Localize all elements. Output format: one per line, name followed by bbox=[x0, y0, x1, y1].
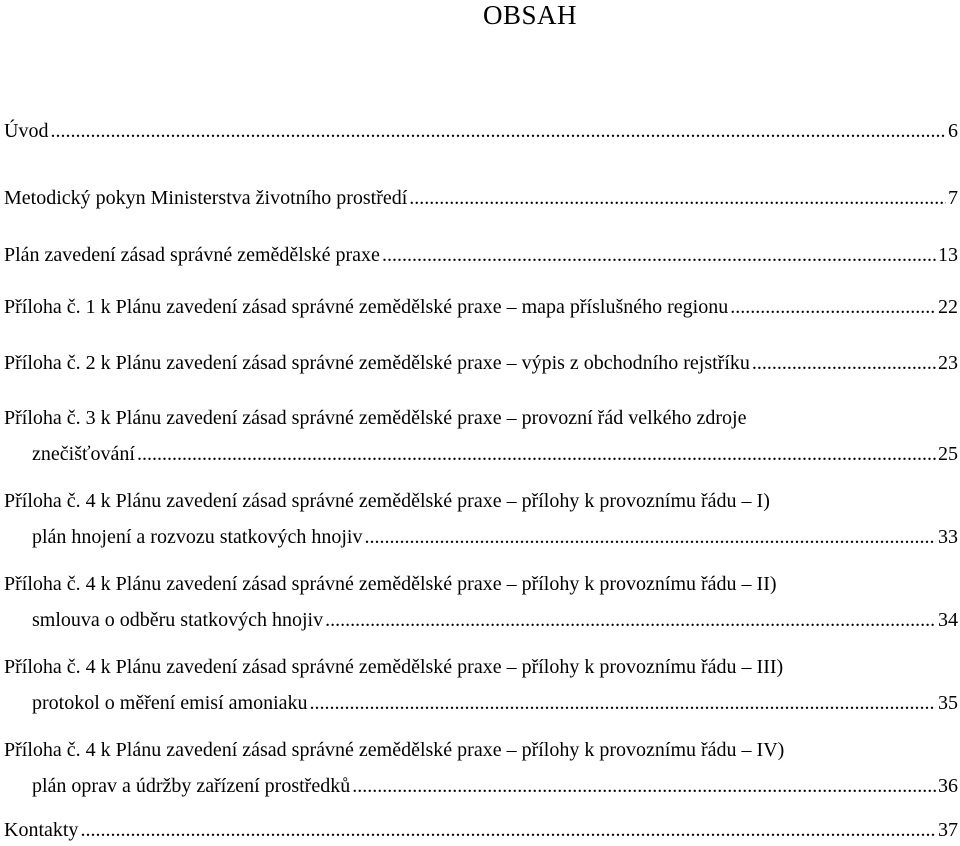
page-title: OBSAH bbox=[482, 0, 578, 30]
toc-entry-title: Metodický pokyn Ministerstva životního prostředí bbox=[4, 187, 408, 209]
toc-entry-title-line1: Příloha č. 3 k Plánu zavedení zásad správné zemědělské praxe – provozní řád velkého zdroje bbox=[4, 407, 747, 429]
toc-entry-priloha-1[interactable] bbox=[4, 296, 958, 318]
dot-leader bbox=[325, 609, 936, 631]
toc-entry-title-line2: plán oprav a údržby zařízení prostředků bbox=[32, 775, 351, 797]
toc-entry-title-line1: Příloha č. 4 k Plánu zavedení zásad správné zemědělské praxe – přílohy k provoznímu řádu – I) bbox=[4, 490, 770, 512]
toc-entry-title-line1: Příloha č. 4 k Plánu zavedení zásad správné zemědělské praxe – přílohy k provoznímu řádu – III) bbox=[4, 656, 784, 678]
toc-entry-priloha-2[interactable] bbox=[4, 352, 958, 374]
toc-entry-title-line2: smlouva o odběru statkových hnojiv bbox=[32, 609, 324, 631]
dot-leader bbox=[752, 352, 936, 374]
dot-leader bbox=[382, 244, 936, 266]
toc-entry-kontakty[interactable] bbox=[4, 819, 958, 841]
dot-leader bbox=[80, 819, 936, 841]
dot-leader bbox=[409, 187, 946, 209]
toc-entry-metodicky-pokyn[interactable] bbox=[4, 187, 958, 209]
toc-entry-plan[interactable] bbox=[4, 244, 958, 266]
toc-entry-title-line2: znečišťování bbox=[32, 443, 135, 465]
toc-entry-title-line1: Příloha č. 4 k Plánu zavedení zásad správné zemědělské praxe – přílohy k provoznímu řádu – IV) bbox=[4, 739, 785, 761]
toc-page-number: 23 bbox=[938, 352, 958, 374]
dot-leader bbox=[310, 692, 937, 714]
toc-entry-title: Příloha č. 1 k Plánu zavedení zásad správné zemědělské praxe – mapa příslušného regionu bbox=[4, 296, 729, 318]
toc-entry-title-line1: Příloha č. 4 k Plánu zavedení zásad správné zemědělské praxe – přílohy k provoznímu řádu – II) bbox=[4, 573, 777, 595]
toc-entry-title: Plán zavedení zásad správné zemědělské praxe bbox=[4, 244, 380, 266]
dot-leader bbox=[730, 296, 936, 318]
toc-page-number: 13 bbox=[938, 244, 958, 266]
toc-page-number: 37 bbox=[938, 819, 958, 841]
toc-page-number: 22 bbox=[938, 296, 958, 318]
toc-entry-priloha-4-iv[interactable] bbox=[4, 739, 958, 797]
toc-entry-uvod[interactable] bbox=[4, 120, 958, 142]
toc-entry-title: Úvod bbox=[4, 120, 49, 142]
toc-entry-priloha-4-ii[interactable] bbox=[4, 573, 958, 631]
dot-leader bbox=[364, 526, 936, 548]
toc-entry-title: Kontakty bbox=[4, 819, 79, 841]
toc-entry-title: Příloha č. 2 k Plánu zavedení zásad správné zemědělské praxe – výpis z obchodního rejstříku bbox=[4, 352, 750, 374]
toc-page-number: 34 bbox=[938, 609, 958, 631]
toc-entry-priloha-4-i[interactable] bbox=[4, 490, 958, 548]
toc-page-number: 36 bbox=[938, 775, 958, 797]
toc-page-number: 25 bbox=[938, 443, 958, 465]
dot-leader bbox=[50, 120, 946, 142]
toc-entry-priloha-3[interactable] bbox=[4, 407, 958, 465]
toc-entry-priloha-4-iii[interactable] bbox=[4, 656, 958, 714]
toc-entry-title-line2: protokol o měření emisí amoniaku bbox=[32, 692, 308, 714]
toc-entry-title-line2: plán hnojení a rozvozu statkových hnojiv bbox=[32, 526, 363, 548]
toc-page-number: 33 bbox=[938, 526, 958, 548]
dot-leader bbox=[137, 443, 936, 465]
dot-leader bbox=[352, 775, 936, 797]
toc-page-number: 7 bbox=[948, 187, 958, 209]
toc-page-number: 6 bbox=[948, 120, 958, 142]
toc-page-number: 35 bbox=[938, 692, 958, 714]
